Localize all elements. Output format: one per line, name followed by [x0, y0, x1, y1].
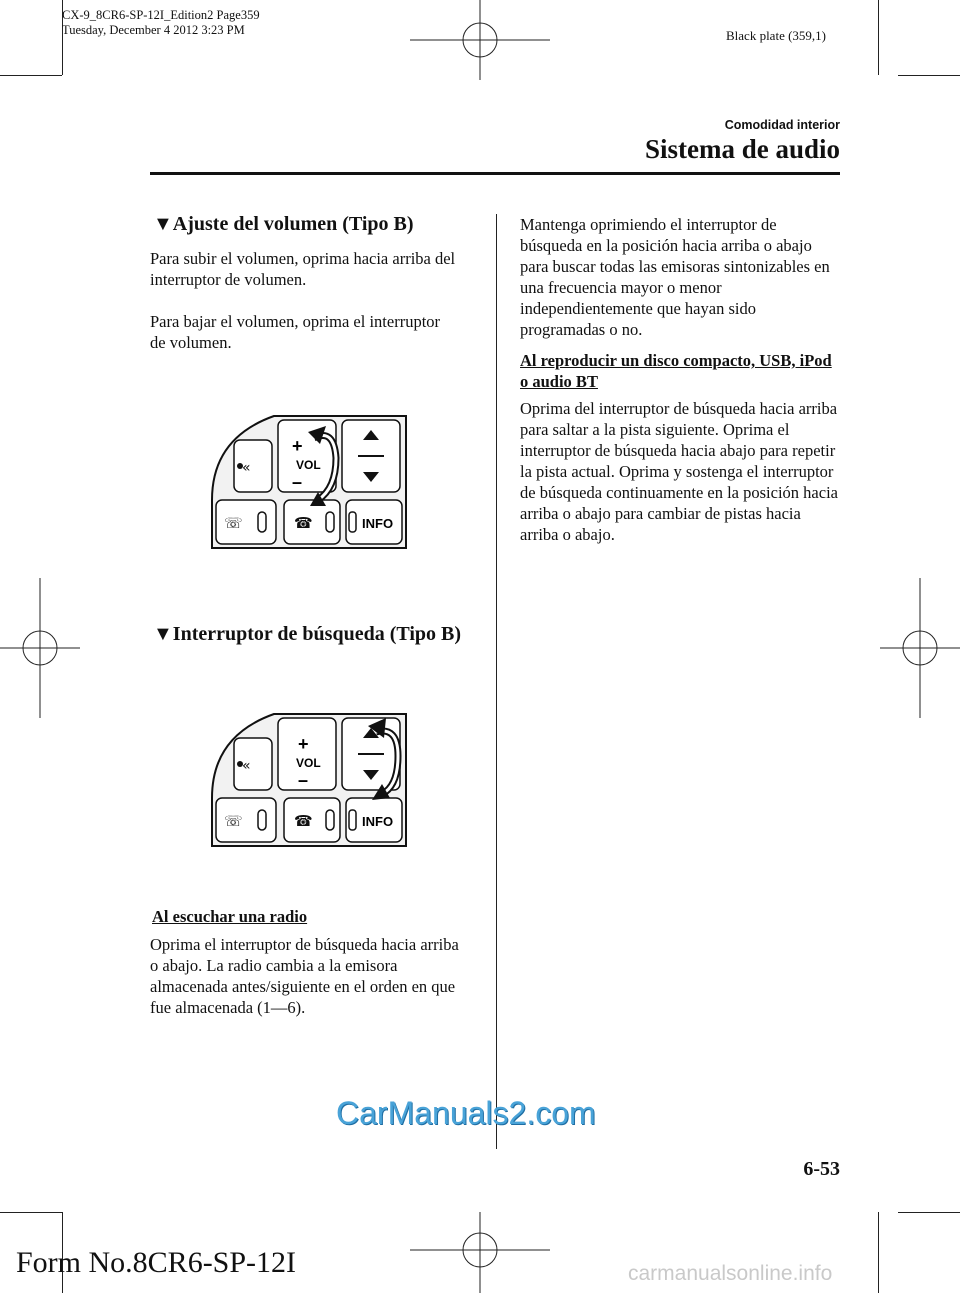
- header-rule: [150, 172, 840, 175]
- crop-mark: [878, 1212, 879, 1293]
- radio-subheading: Al escuchar una radio: [152, 907, 308, 926]
- paragraph: Para subir el volumen, oprima hacia arriba del interruptor de volumen.: [150, 249, 456, 289]
- page-number: 6-53: [803, 1158, 840, 1180]
- paragraph: Mantenga oprimiendo el interruptor de búsqueda en la posición hacia arriba o abajo para buscar todas las emisoras sintonizables en una frecuencia mayor o menor independientemente que hayan sido programadas o no.: [520, 215, 830, 339]
- minus-label: –: [298, 770, 309, 790]
- column-divider: [496, 214, 497, 1149]
- plus-label: +: [298, 734, 309, 754]
- svg-text:«: «: [242, 758, 251, 774]
- info-label: INFO: [362, 516, 394, 531]
- svg-text:«: «: [242, 460, 251, 476]
- minus-label: –: [292, 472, 303, 492]
- plate-label: Black plate (359,1): [726, 28, 826, 43]
- paragraph: Oprima del interruptor de búsqueda hacia arriba para saltar a la pista siguiente. Oprima el interruptor de búsqueda hacia abajo para repetir la pista actual. Oprima y sostenga el interruptor de búsqueda continuamente en la posición hacia arriba o abajo para cambiar de pistas hacia arriba o abajo.: [520, 399, 838, 544]
- watermark-site: carmanualsonline.info: [628, 1262, 833, 1285]
- crop-mark: [0, 75, 62, 76]
- steering-switch-seek-figure: [206, 706, 416, 852]
- svg-text:☎: ☎: [294, 514, 313, 532]
- registration-mark-right: [880, 578, 960, 718]
- heading-seek: [153, 622, 493, 646]
- info-label: INFO: [362, 814, 394, 829]
- vol-label: VOL: [296, 756, 321, 770]
- crop-mark: [898, 1212, 960, 1213]
- registration-mark-top: [410, 0, 550, 80]
- heading-volume: [153, 212, 493, 236]
- watermark-logo: CarManuals2.com: [336, 1095, 596, 1131]
- svg-text:☏: ☏: [224, 812, 243, 830]
- crop-mark: [898, 75, 960, 76]
- form-number: Form No.8CR6-SP-12I: [16, 1246, 297, 1279]
- heading-text: Interruptor de búsqueda (Tipo B): [172, 623, 462, 645]
- registration-mark-bottom: [410, 1212, 550, 1293]
- vol-label: VOL: [296, 458, 321, 472]
- crop-mark: [0, 1212, 62, 1213]
- print-slug: [62, 8, 260, 38]
- heading-text: Ajuste del volumen (Tipo B): [172, 213, 414, 235]
- steering-switch-volume-figure: [206, 408, 416, 554]
- section-title: Sistema de audio: [644, 134, 840, 164]
- plus-label: +: [292, 436, 303, 456]
- crop-mark: [878, 0, 879, 75]
- triangle-marker-icon: ▼: [153, 213, 173, 235]
- cd-subheading: Al reproducir un disco compacto, USB, iPod o audio BT: [520, 351, 832, 391]
- section-subtitle: Comodidad interior: [724, 118, 840, 132]
- svg-text:☏: ☏: [224, 514, 243, 532]
- registration-mark-left: [0, 578, 80, 718]
- slug-line: Tuesday, December 4 2012 3:23 PM: [62, 23, 245, 37]
- svg-text:☎: ☎: [294, 812, 313, 830]
- paragraph: Oprima el interruptor de búsqueda hacia arriba o abajo. La radio cambia a la emisora almacenada antes/siguiente en el orden en que fue almacenada (1―6).: [150, 935, 459, 1017]
- triangle-marker-icon: ▼: [153, 623, 173, 645]
- slug-line: CX-9_8CR6-SP-12I_Edition2 Page359: [62, 8, 260, 22]
- paragraph: Para bajar el volumen, oprima el interruptor de volumen.: [150, 312, 441, 352]
